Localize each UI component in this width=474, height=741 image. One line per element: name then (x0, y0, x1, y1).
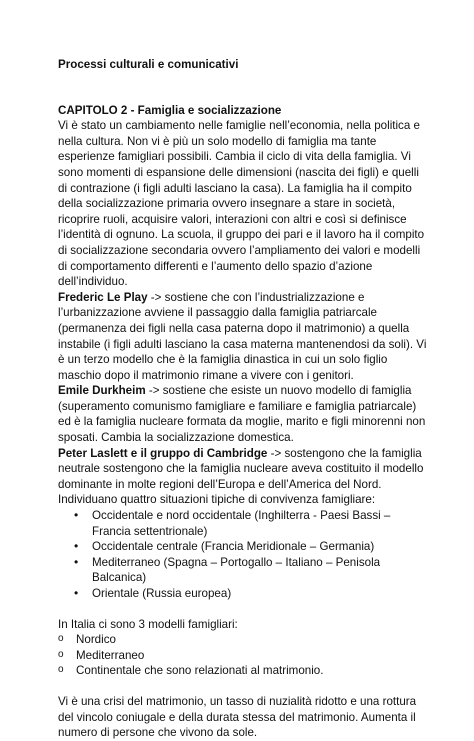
document-title: Processi culturali e comunicativi (58, 58, 239, 71)
leplay-name: Frederic Le Play (58, 290, 148, 304)
laslett-name: Peter Laslett e il gruppo di Cambridge (58, 446, 268, 460)
spacer (58, 602, 429, 617)
list-item: o Nordico (76, 632, 429, 648)
durkheim-paragraph (58, 383, 429, 445)
laslett-text: -> sostengono che la famiglia neutrale sostengono che la famiglia nucleare aveva costituito il modello dominante in molte regioni dell’Europa e dell’America del Nord. (58, 446, 424, 491)
leplay-paragraph (58, 290, 429, 384)
durkheim-text: -> sostiene che esiste un nuovo modello di famiglia (superamento comunismo famigliare e familiare e famiglia patriarcale) ed è la famiglia nucleare formata da moglie, marito e figli minorenni non sposati. Cambia la socializzazione domestica. (58, 384, 426, 445)
italy-models-list (58, 632, 429, 679)
situations-list (58, 508, 429, 602)
list-item: o Mediterraneo (76, 648, 429, 664)
spacer (58, 88, 429, 103)
list-item: • Mediterraneo (Spagna – Portogallo – Italiano – Penisola Balcanica) (92, 555, 429, 586)
durkheim-name: Emile Durkheim (58, 384, 146, 398)
list-item: o Continentale che sono relazionati al matrimonio. (76, 663, 429, 679)
leplay-text: -> sostiene che con l’industrializzazione e l’urbanizzazione avviene il passaggio dalla famiglia patriarcale (permanenza dei figli nella casa paterna dopo il matrimonio) a quella instabile (i figli adulti lasciano la casa materna mantenendosi da soli). Vi è un terzo modello che è la famiglia dinastica in cui un solo figlio maschio dopo il matrimonio rimane a vivere con i genitori. (58, 290, 427, 382)
italy-intro: In Italia ci sono 3 modelli famigliari: (58, 617, 238, 631)
intro-paragraph: Vi è stato un cambiamento nelle famiglie nell’economia, nella politica e nella cultura. Non vi è più un solo modello di famiglia ma tante esperienze famigliari possibili. Cambia il ciclo di vita della famiglia. Vi sono momenti di espansione delle dimensioni (nascita dei figli) e quelli di contrazione (i figli adulti lasciano la casa). La famiglia ha il compito della socializzazione primaria ovvero insegnare a stare in società, ricoprire ruoli, acquisire valori, interazioni con altri e così si definisce l’identità di ognuno. La scuola, il gruppo dei pari e il lavoro ha il compito di socializzazione secondaria ovvero l’ampliamento dei valori e modelli di comportamento differenti e l’aumento dello spazio d’azione dell’individuo. (58, 119, 425, 289)
list-item: • Occidentale e nord occidentale (Inghilterra - Paesi Bassi – Francia settentrionale) (92, 508, 429, 539)
conclusion-paragraph: Vi è una crisi del matrimonio, un tasso di nuzialità ridotto e una rottura del vincolo coniugale e della durata stessa del matrimonio. Aumenta il numero di persone che vivono da sole. (58, 694, 417, 740)
laslett-paragraph (58, 446, 429, 493)
situations-intro: Individuano quattro situazioni tipiche di convivenza famigliare: (58, 493, 376, 507)
list-item: • Orientale (Russia europea) (92, 586, 429, 602)
chapter-heading: CAPITOLO 2 - Famiglia e socializzazione (58, 103, 282, 117)
list-item: • Occidentale centrale (Francia Meridionale – Germania) (92, 539, 429, 555)
spacer (58, 679, 429, 694)
